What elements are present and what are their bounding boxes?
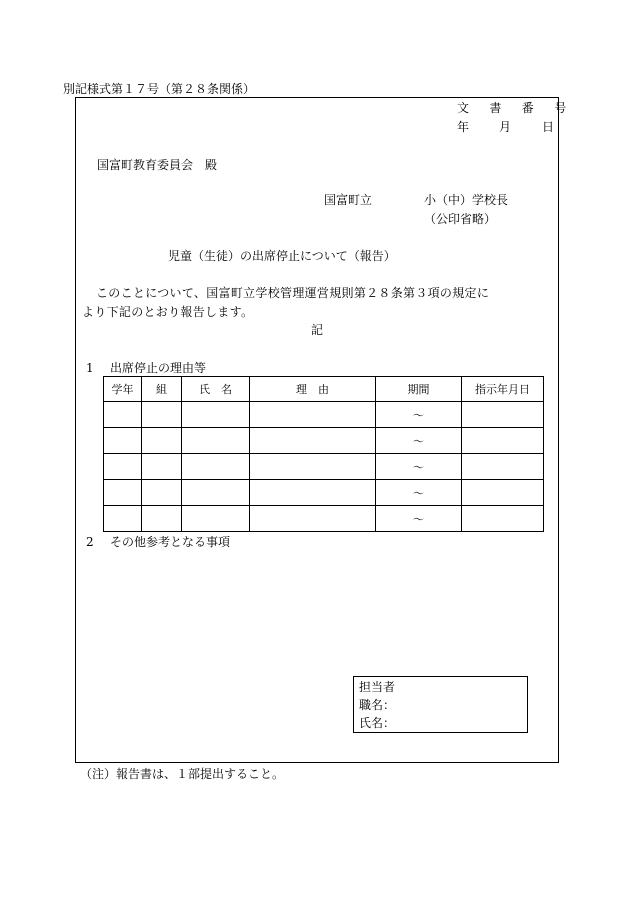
cell-class[interactable] <box>142 480 182 506</box>
date-year: 年 <box>457 120 470 134</box>
cell-name[interactable] <box>182 454 250 480</box>
cell-instruction-date[interactable] <box>462 454 544 480</box>
cell-name[interactable] <box>182 506 250 532</box>
cell-class[interactable] <box>142 454 182 480</box>
body-line-1: このことについて、国富町立学校管理運営規則第２８条第３項の規定に <box>96 286 490 300</box>
contact-position-field[interactable]: 職名： <box>359 698 396 712</box>
cell-name[interactable] <box>182 480 250 506</box>
cell-period[interactable]: ～ <box>376 428 462 454</box>
cell-reason[interactable] <box>250 506 376 532</box>
section-2-title: その他参考となる事項 <box>110 535 231 549</box>
table-row <box>104 506 544 532</box>
ki-heading: 記 <box>311 323 324 337</box>
cell-period[interactable]: ～ <box>376 480 462 506</box>
contact-name-field[interactable]: 氏名： <box>359 716 396 730</box>
cell-reason[interactable] <box>250 428 376 454</box>
cell-reason[interactable] <box>250 402 376 428</box>
body-line-2: より下記のとおり報告します。 <box>82 305 254 319</box>
cell-instruction-date[interactable] <box>462 480 544 506</box>
cell-name[interactable] <box>182 402 250 428</box>
cell-instruction-date[interactable] <box>462 506 544 532</box>
date-month: 月 <box>499 120 512 134</box>
cell-period[interactable]: ～ <box>376 506 462 532</box>
section-2-number: 2 <box>86 535 94 549</box>
header-instruction-date: 指示年月日 <box>462 377 544 402</box>
cell-class[interactable] <box>142 402 182 428</box>
cell-grade[interactable] <box>104 480 142 506</box>
sender-town: 国富町立 <box>324 193 373 207</box>
cell-period[interactable]: ～ <box>376 402 462 428</box>
footnote: （注）報告書は、１部提出すること。 <box>80 767 285 781</box>
table-row <box>104 428 544 454</box>
document-number-label: 文 書 番 号 <box>457 101 571 115</box>
section-1-title: 出席停止の理由等 <box>110 361 207 375</box>
cell-reason[interactable] <box>250 480 376 506</box>
cell-grade[interactable] <box>104 506 142 532</box>
cell-grade[interactable] <box>104 428 142 454</box>
contact-box <box>353 676 528 733</box>
header-grade: 学年 <box>104 377 142 402</box>
seal-omitted: （公印省略） <box>424 212 497 226</box>
header-name: 氏 名 <box>182 377 250 402</box>
cell-instruction-date[interactable] <box>462 428 544 454</box>
table-row <box>104 480 544 506</box>
report-title: 児童（生徒）の出席停止について（報告） <box>168 249 396 263</box>
contact-person-label: 担当者 <box>359 680 396 694</box>
form-label: 別記様式第１７号（第２８条関係） <box>63 82 256 96</box>
addressee: 国富町教育委員会 殿 <box>97 158 218 172</box>
header-period: 期間 <box>376 377 462 402</box>
section-1-number: 1 <box>86 361 94 375</box>
header-reason: 理 由 <box>250 377 376 402</box>
cell-reason[interactable] <box>250 454 376 480</box>
sender-school-principal: 小（中）学校長 <box>424 193 509 207</box>
header-class: 組 <box>142 377 182 402</box>
cell-grade[interactable] <box>104 454 142 480</box>
cell-grade[interactable] <box>104 402 142 428</box>
table-row <box>104 402 544 428</box>
suspension-table <box>103 376 544 532</box>
table-header-row <box>104 377 544 402</box>
cell-class[interactable] <box>142 428 182 454</box>
cell-instruction-date[interactable] <box>462 402 544 428</box>
cell-class[interactable] <box>142 506 182 532</box>
table-row <box>104 454 544 480</box>
date-day: 日 <box>542 120 555 134</box>
cell-period[interactable]: ～ <box>376 454 462 480</box>
cell-name[interactable] <box>182 428 250 454</box>
